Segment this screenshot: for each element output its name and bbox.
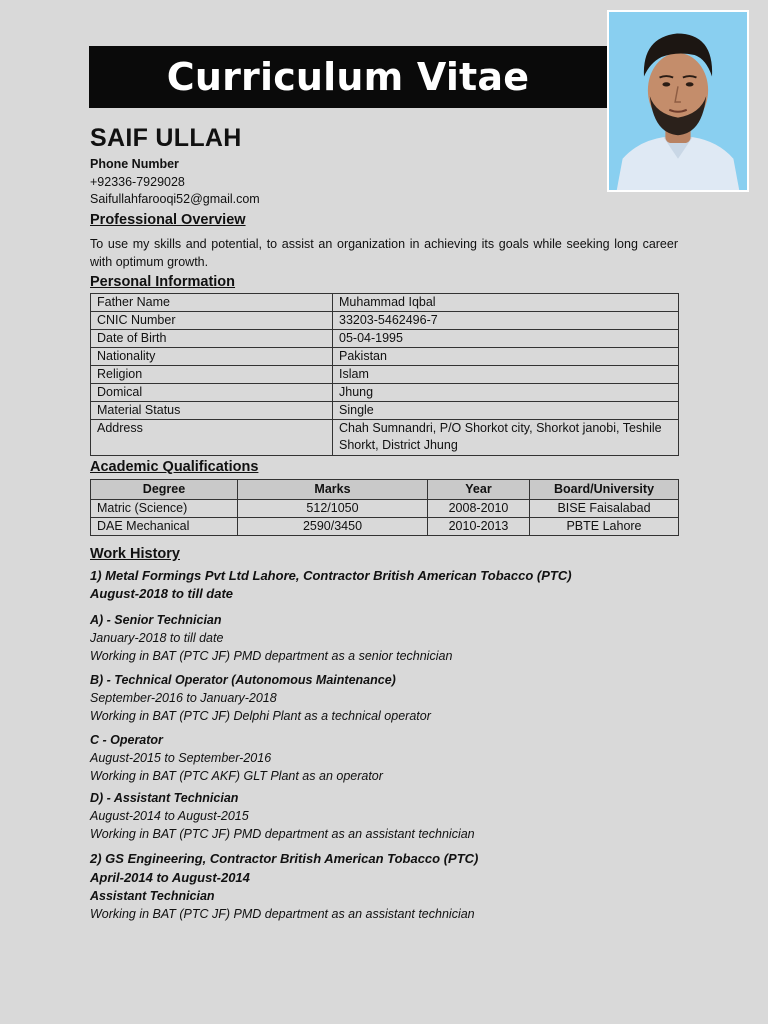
section-heading-academic: Academic Qualifications: [90, 459, 259, 475]
table-cell: 2008-2010: [428, 500, 530, 518]
contact-block: [90, 156, 260, 209]
table-cell: Material Status: [91, 402, 333, 420]
personal-info-table: [90, 293, 679, 456]
table-cell: Father Name: [91, 294, 333, 312]
page-title: Curriculum Vitae: [166, 55, 530, 99]
table-cell: Muhammad Iqbal: [333, 294, 679, 312]
table-row: [91, 500, 679, 518]
role-period: September-2016 to January-2018: [90, 691, 277, 705]
table-cell: Nationality: [91, 348, 333, 366]
column-header: Degree: [91, 480, 238, 500]
table-cell: Religion: [91, 366, 333, 384]
table-row: [91, 384, 679, 402]
role-title: Assistant Technician: [90, 889, 215, 903]
table-row: [91, 366, 679, 384]
role-title: C - Operator: [90, 733, 163, 747]
candidate-name: SAIF ULLAH: [90, 124, 242, 152]
role-period: August-2015 to September-2016: [90, 751, 272, 765]
academic-table: [90, 479, 679, 536]
role-period: August-2014 to August-2015: [90, 809, 249, 823]
table-cell: Pakistan: [333, 348, 679, 366]
role-description: Working in BAT (PTC JF) PMD department as an assistant technician: [90, 827, 475, 841]
column-header: Board/University: [530, 480, 679, 500]
work-role: [90, 611, 452, 665]
table-row: [91, 420, 679, 456]
table-cell: Jhung: [333, 384, 679, 402]
table-row: [91, 402, 679, 420]
table-cell: Date of Birth: [91, 330, 333, 348]
table-cell: PBTE Lahore: [530, 518, 679, 536]
role-description: Working in BAT (PTC JF) Delphi Plant as a technical operator: [90, 709, 431, 723]
table-cell: 2590/3450: [238, 518, 428, 536]
role-title: D) - Assistant Technician: [90, 791, 239, 805]
role-description: Working in BAT (PTC JF) PMD department as a senior technician: [90, 649, 453, 663]
title-banner: [89, 46, 607, 108]
table-row: [91, 518, 679, 536]
work-role: [90, 731, 383, 785]
role-period: January-2018 to till date: [90, 631, 224, 645]
table-row: [91, 294, 679, 312]
column-header: Year: [428, 480, 530, 500]
table-row: [91, 348, 679, 366]
table-cell: DAE Mechanical: [91, 518, 238, 536]
table-cell: Domical: [91, 384, 333, 402]
table-cell: CNIC Number: [91, 312, 333, 330]
role-description: Working in BAT (PTC AKF) GLT Plant as an operator: [90, 769, 383, 783]
table-cell: Islam: [333, 366, 679, 384]
phone-number: +92336-7929028: [90, 174, 185, 189]
table-cell: Chah Sumnandri, P/O Shorkot city, Shorkot janobi, Teshile Shorkt, District Jhung: [333, 420, 679, 456]
work-role: [90, 789, 475, 843]
profile-photo: [607, 10, 749, 192]
work-role: [90, 671, 431, 725]
company-2-name: 2) GS Engineering, Contractor British American Tobacco (PTC): [90, 851, 479, 866]
overview-text: To use my skills and potential, to assist an organization in achieving its goals while seeking long career with optimum growth.: [90, 237, 678, 269]
section-heading-personal: Personal Information: [90, 274, 236, 290]
table-row: [91, 312, 679, 330]
table-cell: 33203-5462496-7: [333, 312, 679, 330]
company-1-period: August-2018 to till date: [90, 586, 234, 601]
table-cell: 512/1050: [238, 500, 428, 518]
section-heading-overview: Professional Overview: [90, 212, 246, 228]
table-cell: 2010-2013: [428, 518, 530, 536]
company-1-name: 1) Metal Formings Pvt Ltd Lahore, Contractor British American Tobacco (PTC): [90, 568, 572, 583]
table-cell: BISE Faisalabad: [530, 500, 679, 518]
role-description: Working in BAT (PTC JF) PMD department as an assistant technician: [90, 907, 475, 921]
table-header-row: [91, 480, 679, 500]
table-cell: Single: [333, 402, 679, 420]
column-header: Marks: [238, 480, 428, 500]
table-cell: Matric (Science): [91, 500, 238, 518]
role-title: A) - Senior Technician: [90, 613, 222, 627]
section-heading-work: Work History: [90, 546, 180, 562]
table-cell: 05-04-1995: [333, 330, 679, 348]
email-address: Saifullahfarooqi52@gmail.com: [90, 192, 260, 206]
table-row: [91, 330, 679, 348]
role-title: B) - Technical Operator (Autonomous Maintenance): [90, 673, 396, 687]
company-2-period: April-2014 to August-2014: [90, 870, 250, 885]
phone-label: Phone Number: [90, 157, 179, 171]
table-cell: Address: [91, 420, 333, 456]
